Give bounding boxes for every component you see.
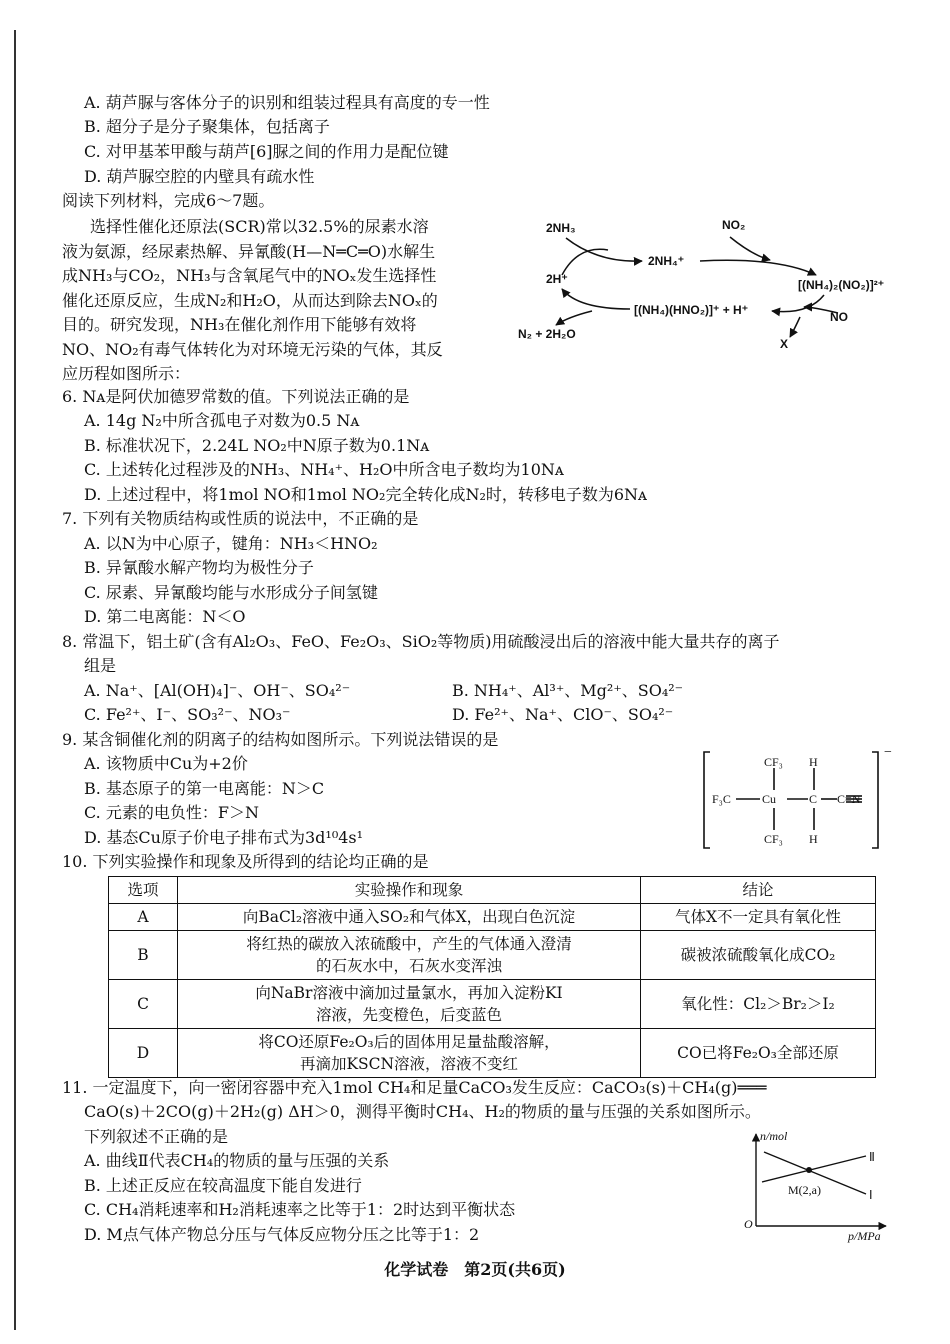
cf3-bottom-label: CF₃	[764, 832, 783, 846]
table-row	[109, 980, 876, 1029]
row-operation	[178, 980, 641, 1029]
table-row	[109, 931, 876, 980]
point-m-label: M(2,a)	[788, 1183, 821, 1197]
h-label: 2H⁺	[546, 272, 568, 286]
row-conclusion: 碳被浓硫酸氧化成CO₂	[641, 931, 876, 980]
row-option: C	[109, 980, 178, 1029]
q6-option-d: D. 上述过程中，将1mol NO和1mol NO₂完全转化成N₂时，转移电子数为6Nᴀ	[84, 485, 648, 504]
op-line: 的石灰水中，石灰水变浑浊	[315, 957, 502, 975]
q8-option-a: A. Na⁺、[Al(OH)₄]⁻、OH⁻、SO₄²⁻	[84, 681, 351, 700]
q7-option-c: C. 尿素、异氰酸均能与水形成分子间氢键	[84, 583, 378, 602]
q7-option-d: D. 第二电离能：N＜O	[84, 607, 246, 626]
curve-i-label: Ⅰ	[869, 1188, 873, 1202]
material-line: 液为氨源，经尿素热解、异氰酸(H—N═C═O)水解生	[62, 242, 436, 261]
curve-ii	[762, 1156, 866, 1182]
q11-option-d: D. M点气体产物总分压与气体反应物分压之比等于1：2	[84, 1225, 480, 1244]
q10-table	[108, 876, 876, 1078]
page-footer: 化学试卷 第2页(共6页)	[384, 1260, 566, 1279]
op-line: 向NaBr溶液中滴加过量氯水，再加入淀粉KI	[255, 984, 563, 1002]
op-line: 将红热的碳放入浓硫酸中，产生的气体通入澄清	[246, 935, 572, 953]
op-line: 再滴加KSCN溶液，溶液不变红	[299, 1055, 519, 1073]
q7-stem: 7. 下列有关物质结构或性质的说法中，不正确的是	[62, 509, 419, 528]
q10-stem: 10. 下列实验操作和现象及所得到的结论均正确的是	[62, 852, 429, 871]
q11-option-c: C. CH₄消耗速率和H₂消耗速率之比等于1：2时达到平衡状态	[84, 1200, 516, 1219]
op-line: 溶液，先变橙色，后变蓝色	[315, 1006, 502, 1024]
q5-option-c: C. 对甲基苯甲酸与葫芦[6]脲之间的作用力是配位键	[84, 142, 449, 161]
row-operation	[178, 931, 641, 980]
q8-option-b: B. NH₄⁺、Al³⁺、Mg²⁺、SO₄²⁻	[452, 681, 684, 700]
complex2-label: [(NH₄)(HNO₂)]⁺ + H⁺	[634, 303, 749, 317]
no-label: NO	[830, 310, 848, 324]
q6-option-c: C. 上述转化过程涉及的NH₃、NH₄⁺、H₂O中所含电子数均为10Nᴀ	[84, 460, 564, 479]
cu-label: Cu	[762, 792, 777, 806]
cn-label: C≡N	[837, 792, 861, 806]
pressure-graph	[738, 1126, 898, 1244]
origin-label: O	[744, 1217, 753, 1231]
row-conclusion: CO已将Fe₂O₃全部还原	[641, 1029, 876, 1078]
q6-stem: 6. Nᴀ是阿伏加德罗常数的值。下列说法正确的是	[62, 387, 410, 406]
binding-line	[14, 30, 16, 1330]
cf3-top-label: CF₃	[764, 755, 783, 769]
nh4-label: 2NH₄⁺	[648, 254, 685, 268]
row-option: B	[109, 931, 178, 980]
header-conclusion: 结论	[641, 877, 876, 904]
charge-label: −	[884, 746, 892, 760]
q6-option-b: B. 标准状况下，2.24L NO₂中N原子数为0.1Nᴀ	[84, 436, 430, 455]
q11-option-b: B. 上述正反应在较高温度下能自发进行	[84, 1176, 362, 1195]
curve-ii-label: Ⅱ	[869, 1150, 875, 1164]
q7-option-a: A. 以N为中心原子，键角：NH₃＜HNO₂	[84, 534, 378, 553]
h-top-label: H	[809, 755, 818, 769]
complex1-label: [(NH₄)₂(NO₂)]²⁺	[798, 278, 885, 292]
q11-stem-cont: 下列叙述不正确的是	[84, 1127, 229, 1146]
row-conclusion: 气体X不一定具有氧化性	[641, 904, 876, 931]
header-option: 选项	[109, 877, 178, 904]
q7-option-b: B. 异氰酸水解产物均为极性分子	[84, 558, 314, 577]
q8-option-c: C. Fe²⁺、I⁻、SO₃²⁻、NO₃⁻	[84, 705, 291, 724]
q11-stem-cont: CaO(s)＋2CO(g)＋2H₂(g) ΔH＞0，测得平衡时CH₄、H₂的物质的量与压强的关系如图所示。	[84, 1102, 761, 1121]
material-line: NO、NO₂有毒气体转化为对环境无污染的气体，其反	[62, 340, 443, 359]
point-m	[806, 1167, 812, 1173]
q8-stem: 8. 常温下，铝土矿(含有Al₂O₃、FeO、Fe₂O₃、SiO₂等物质)用硫酸浸出后的溶液中能大量共存的离子	[62, 632, 780, 651]
header-operation: 实验操作和现象	[178, 877, 641, 904]
q9-option-b: B. 基态原子的第一电离能：N＞C	[84, 779, 325, 798]
row-operation	[178, 1029, 641, 1078]
material-line: 目的。研究发现，NH₃在催化剂作用下能够有效将	[62, 315, 417, 334]
material-line: 应历程如图所示：	[62, 364, 191, 383]
q11-option-a: A. 曲线Ⅱ代表CH₄的物质的量与压强的关系	[84, 1151, 390, 1170]
y-axis-label: n/mol	[760, 1129, 788, 1143]
row-option: D	[109, 1029, 178, 1078]
q9-option-d: D. 基态Cu原子价电子排布式为3d¹⁰4s¹	[84, 828, 364, 847]
material-line: 选择性催化还原法(SCR)常以32.5%的尿素水溶	[90, 217, 429, 236]
q9-option-a: A. 该物质中Cu为+2价	[84, 754, 248, 773]
q11-stem: 11. 一定温度下，向一密闭容器中充入1mol CH₄和足量CaCO₃发生反应：CaCO₃(s)＋CH₄(g)═══	[62, 1078, 767, 1097]
material-line: 成NH₃与CO₂，NH₃与含氧尾气中的NOₓ发生选择性	[62, 266, 437, 285]
c-label: C	[809, 792, 818, 806]
q9-stem: 9. 某含铜催化剂的阴离子的结构如图所示。下列说法错误的是	[62, 730, 499, 749]
q8-stem-cont: 组是	[84, 656, 117, 675]
cu-anion-structure	[700, 746, 900, 854]
row-conclusion: 氧化性：Cl₂＞Br₂＞I₂	[641, 980, 876, 1029]
no2-label: NO₂	[722, 218, 746, 232]
x-axis-label: p/MPa	[848, 1229, 881, 1243]
nh3-label: 2NH₃	[546, 221, 576, 235]
table-header-row	[109, 877, 876, 904]
f3c-label: F₃C	[712, 792, 731, 806]
q6-option-a: A. 14g N₂中所含孤电子对数为0.5 Nᴀ	[84, 411, 360, 430]
h-bottom-label: H	[809, 832, 818, 846]
x-label: X	[780, 337, 789, 351]
op-line: 将CO还原Fe₂O₃后的固体用足量盐酸溶解，	[258, 1033, 560, 1051]
row-option: A	[109, 904, 178, 931]
q5-option-b: B. 超分子是分子聚集体，包括离子	[84, 117, 330, 136]
material-intro: 阅读下列材料，完成6～7题。	[62, 191, 275, 210]
reaction-mechanism-diagram	[508, 205, 898, 360]
row-operation	[178, 904, 641, 931]
material-line: 催化还原反应，生成N₂和H₂O，从而达到除去NOₓ的	[62, 291, 438, 310]
q5-option-a: A. 葫芦脲与客体分子的识别和组装过程具有高度的专一性	[84, 93, 490, 112]
products-label: N₂ + 2H₂O	[518, 327, 576, 341]
table-row	[109, 904, 876, 931]
q9-option-c: C. 元素的电负性：F＞N	[84, 803, 259, 822]
q8-option-d: D. Fe²⁺、Na⁺、ClO⁻、SO₄²⁻	[452, 705, 674, 724]
op-line: 向BaCl₂溶液中通入SO₂和气体X，出现白色沉淀	[242, 908, 576, 926]
table-row	[109, 1029, 876, 1078]
q5-option-d: D. 葫芦脲空腔的内壁具有疏水性	[84, 167, 315, 186]
